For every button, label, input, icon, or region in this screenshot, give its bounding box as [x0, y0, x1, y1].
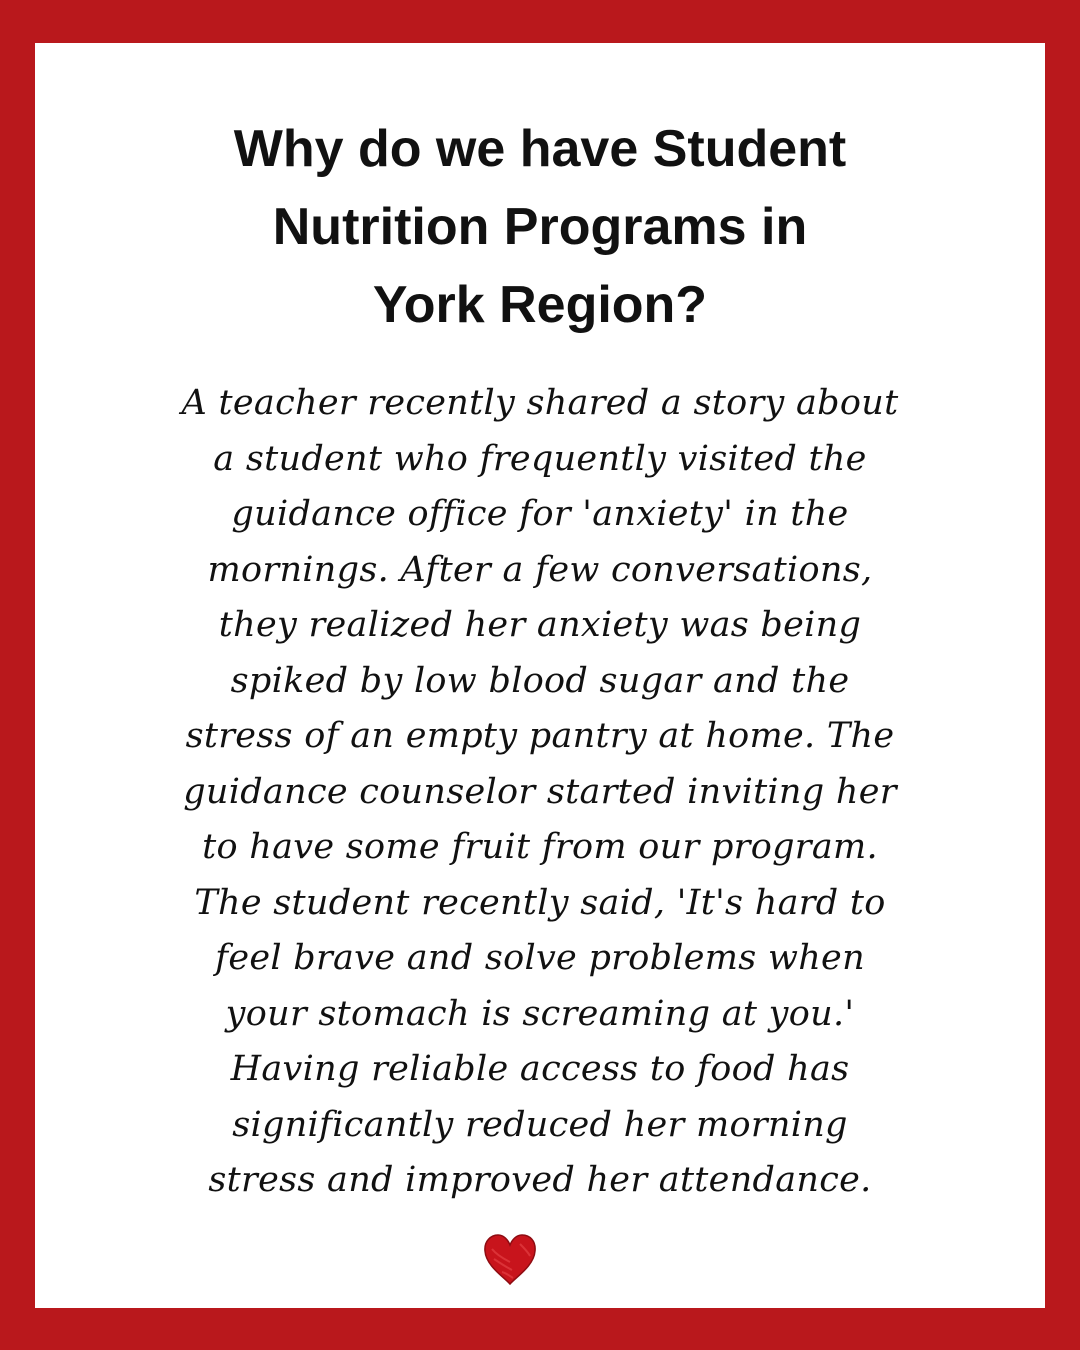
story-line: guidance counselor started inviting her — [183, 771, 897, 812]
heart-icon — [480, 1232, 540, 1288]
story-line: a student who frequently visited the — [213, 438, 867, 479]
story-line: stress and improved her attendance. — [208, 1160, 872, 1200]
story-line: guidance office for 'anxiety' in the — [231, 494, 849, 534]
title-line: Nutrition Programs in — [272, 198, 808, 256]
story-line: spiked by low blood sugar and the — [230, 660, 850, 701]
story-line: mornings. After a few conversations, — [207, 549, 873, 590]
story-line: The student recently said, 'It's hard to — [194, 882, 886, 923]
story-line: stress of an empty pantry at home. The — [185, 716, 895, 756]
title-line: York Region? — [372, 276, 708, 334]
story-line: A teacher recently shared a story about — [181, 383, 899, 423]
page-title — [0, 110, 1080, 344]
story-line: your stomach is screaming at you.' — [225, 993, 855, 1034]
story-line: significantly reduced her morning — [232, 1104, 848, 1145]
story-line: Having reliable access to food has — [230, 1049, 850, 1089]
title-line: Why do we have Student — [233, 120, 847, 178]
story-line: to have some fruit from our program. — [202, 827, 878, 867]
story-line: they realized her anxiety was being — [218, 605, 862, 645]
handwritten-story — [60, 376, 1020, 1209]
story-line: feel brave and solve problems when — [215, 938, 865, 978]
